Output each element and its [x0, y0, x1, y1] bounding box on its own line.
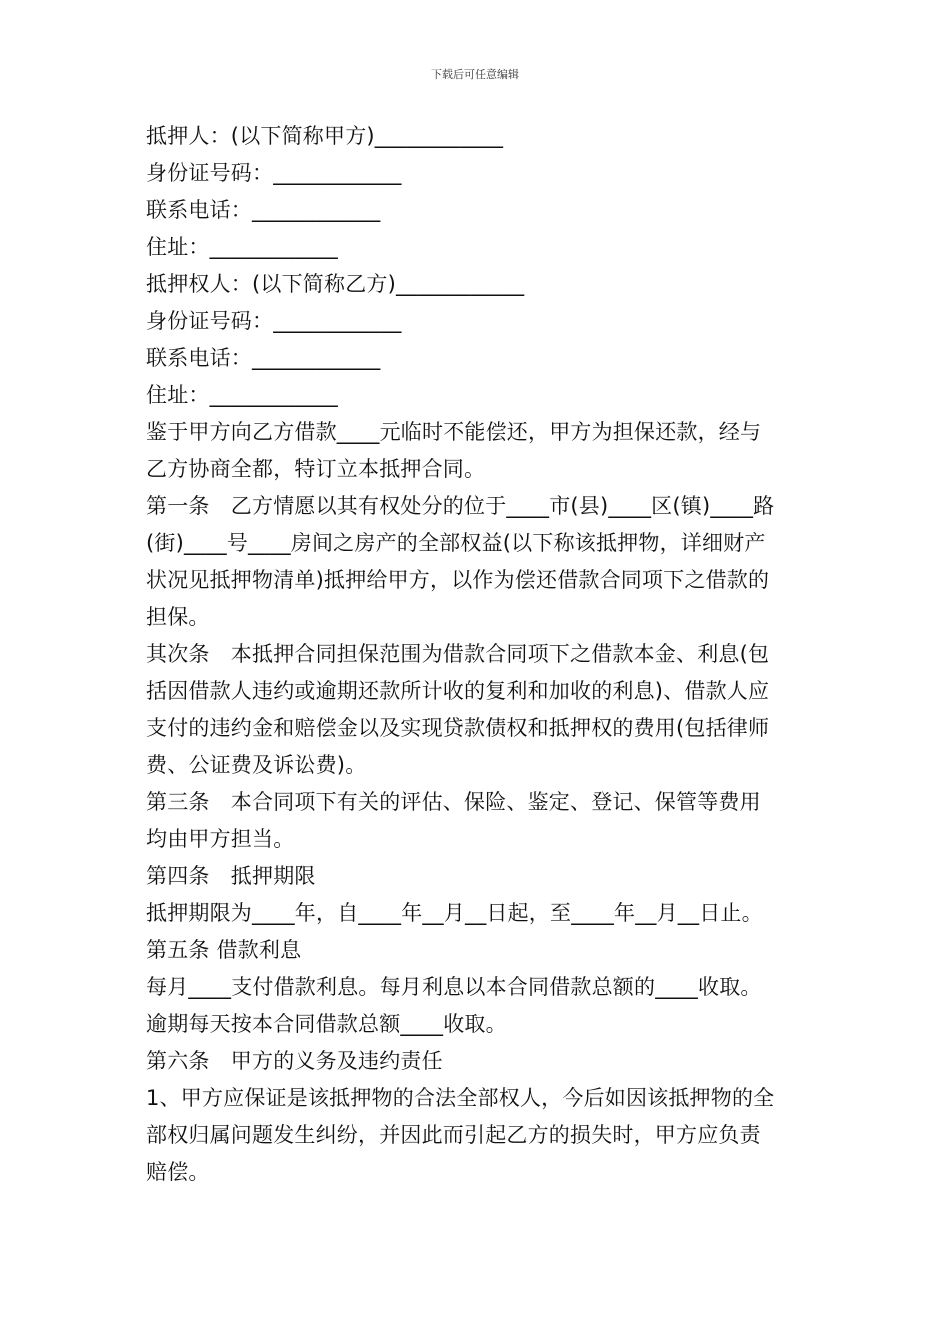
- article-5: [146, 969, 810, 1043]
- party-b-id: 身份证号码：____________: [146, 309, 402, 333]
- article-1-line: 第一条 乙方情愿以其有权处分的位于____市(县)____区(镇)____路: [146, 494, 775, 518]
- article-1-line: 状况见抵押物清单)抵押给甲方，以作为偿还借款合同项下之借款的: [146, 568, 770, 592]
- article-3-line: 第三条 本合同项下有关的评估、保险、鉴定、登记、保管等费用: [146, 790, 761, 814]
- article-5-line: 每月____支付借款利息。每月利息以本合同借款总额的____收取。: [146, 975, 762, 999]
- article-2-line: 支付的违约金和赔偿金以及实现贷款债权和抵押权的费用(包括律师: [146, 716, 770, 740]
- article-6-line: 部权归属问题发生纠纷，并因此而引起乙方的损失时，甲方应负责: [146, 1123, 761, 1147]
- contract-body: [146, 118, 810, 1191]
- party-a-phone: 联系电话：____________: [146, 198, 381, 222]
- party-a-id: 身份证号码：____________: [146, 161, 402, 185]
- party-b-title: 抵押权人：(以下简称乙方)____________: [146, 272, 525, 296]
- article-3-line: 均由甲方担当。: [146, 827, 295, 851]
- article-2-line: 其次条 本抵押合同担保范围为借款合同项下之借款本金、利息(包: [146, 642, 770, 666]
- article-6-line: 赔偿。: [146, 1160, 210, 1184]
- article-2-line: 费、公证费及诉讼费)。: [146, 753, 367, 777]
- preamble-line: 鉴于甲方向乙方借款____元临时不能偿还，甲方为担保还款，经与: [146, 420, 762, 444]
- article-6-line: 1、甲方应保证是该抵押物的合法全部权人，今后如因该抵押物的全: [146, 1086, 775, 1110]
- party-b-address: 住址：____________: [146, 383, 338, 407]
- party-a-title: 抵押人：(以下简称甲方)____________: [146, 124, 504, 148]
- article-1-line: 担保。: [146, 605, 210, 629]
- article-3: [146, 784, 810, 858]
- article-6: [146, 1080, 810, 1191]
- article-6-heading: 第六条 甲方的义务及违约责任: [146, 1049, 443, 1073]
- party-b-phone: 联系电话：____________: [146, 346, 381, 370]
- article-2: [146, 636, 810, 784]
- article-2-line: 括因借款人违约或逾期还款所计收的复利和加收的利息)、借款人应: [146, 679, 770, 703]
- header-note: 下载后可任意编辑: [431, 68, 519, 81]
- article-4-heading: 第四条 抵押期限: [146, 864, 316, 888]
- article-1: [146, 488, 810, 636]
- party-a-address: 住址：____________: [146, 235, 338, 259]
- article-5-line: 逾期每天按本合同借款总额____收取。: [146, 1012, 507, 1036]
- article-5-heading: 第五条 借款利息: [146, 938, 302, 962]
- article-4-body: 抵押期限为____年，自____年__月__日起，至____年__月__日止。: [146, 901, 763, 925]
- preamble: [146, 414, 810, 488]
- preamble-line: 乙方协商全都，特订立本抵押合同。: [146, 457, 486, 481]
- article-1-line: (街)____号____房间之房产的全部权益(以下称该抵押物，详细财产: [146, 531, 766, 555]
